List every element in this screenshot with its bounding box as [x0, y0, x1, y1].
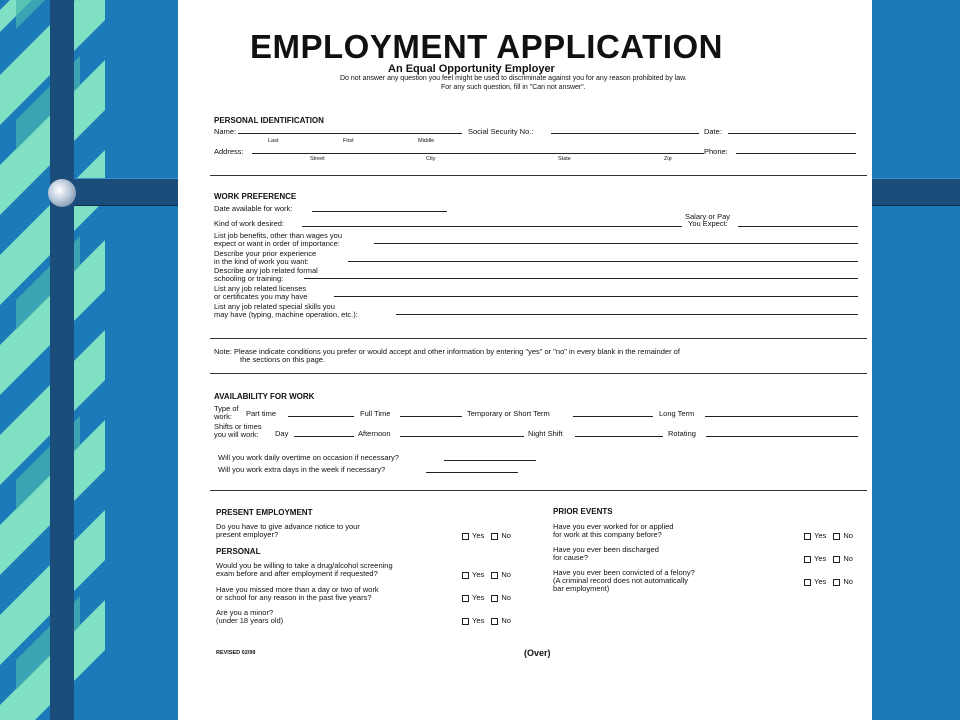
advance-notice-question: Do you have to give advance notice to your present employer? [216, 522, 360, 539]
name-sub-last: Last [268, 138, 279, 144]
licenses-label: List any job related licenses or certificates you may have [214, 284, 308, 301]
no-checkbox[interactable] [833, 579, 840, 586]
section-heading-present-employment: PRESENT EMPLOYMENT [216, 508, 313, 517]
address-sub-zip: Zip [664, 156, 672, 162]
section-heading-availability: AVAILABILITY FOR WORK [214, 392, 315, 401]
address-label: Address: [214, 147, 244, 156]
no-checkbox[interactable] [833, 556, 840, 563]
overtime-question: Will you work daily overtime on occasion if necessary? [218, 453, 399, 462]
vertical-bar [50, 0, 74, 720]
benefits-field[interactable] [374, 243, 858, 244]
ribbon-decoration-left [0, 0, 178, 720]
address-sub-street: Street [310, 156, 325, 162]
knob-ornament [48, 179, 76, 207]
education-field[interactable] [304, 278, 858, 279]
form-notice: Do not answer any question you feel might be used to discriminate against you for any reason prohibited by law. For any such question, fill in "Can not answer". [340, 75, 687, 91]
no-checkbox[interactable] [833, 533, 840, 540]
drug-screening-question: Would you be willing to take a drug/alcohol screening exam before and after employment if requested? [216, 561, 393, 578]
salary-field[interactable] [738, 226, 858, 227]
education-label: Describe any job related formal schooling or training: [214, 266, 318, 283]
type-part-time: Part time [246, 409, 277, 418]
shift-afternoon: Afternoon [358, 429, 391, 438]
right-background [872, 0, 960, 720]
yes-checkbox[interactable] [804, 556, 811, 563]
name-sub-middle: Middle [418, 138, 435, 144]
section-heading-personal: PERSONAL [216, 547, 261, 556]
missed-work-question: Have you missed more than a day or two of work or school for any reason in the past five years? [216, 585, 379, 602]
salary-label-1: Salary or Pay [685, 212, 731, 221]
prior-experience-field[interactable] [348, 261, 858, 262]
address-sub-city: City [426, 156, 436, 162]
type-of-work-label: Type of work: [214, 404, 239, 421]
yes-checkbox[interactable] [462, 595, 469, 602]
licenses-field[interactable] [334, 296, 858, 297]
application-form [178, 0, 872, 720]
worked-before-options: Yes No [804, 531, 853, 540]
shift-rotating: Rotating [668, 429, 696, 438]
address-sub-state: State [558, 156, 571, 162]
day-field[interactable] [294, 436, 354, 437]
missed-work-options: Yes No [462, 593, 511, 602]
name-sub-first: First [343, 138, 354, 144]
ssn-label: Social Security No.: [468, 127, 534, 136]
yes-checkbox[interactable] [462, 572, 469, 579]
note-line-1: Note: Please indicate conditions you prefer or would accept and other information by entering "yes" or "no" in every blank in the remainder of [214, 347, 680, 356]
over-label: (Over) [524, 648, 551, 658]
shifts-label: Shifts or times you will work: [214, 422, 262, 439]
revised-date: REVISED 02/99 [216, 650, 256, 656]
no-checkbox[interactable] [491, 533, 498, 540]
night-shift-field[interactable] [575, 436, 663, 437]
kind-of-work-label: Kind of work desired: [214, 219, 285, 228]
date-label: Date: [704, 127, 722, 136]
yes-checkbox[interactable] [804, 579, 811, 586]
kind-of-work-field[interactable] [302, 226, 682, 227]
skills-label: List any job related special skills you may have (typing, machine operation, etc.): [214, 302, 358, 319]
advance-notice-options: Yes No [462, 531, 511, 540]
shift-night: Night Shift [528, 429, 563, 438]
date-available-field[interactable] [312, 211, 447, 212]
yes-checkbox[interactable] [462, 533, 469, 540]
name-label: Name: [214, 127, 237, 136]
shift-day: Day [275, 429, 289, 438]
divider [210, 490, 867, 491]
discharged-options: Yes No [804, 554, 853, 563]
extra-days-field[interactable] [426, 472, 518, 473]
yes-checkbox[interactable] [462, 618, 469, 625]
type-temporary: Temporary or Short Term [467, 409, 550, 418]
form-subtitle: An Equal Opportunity Employer [388, 63, 555, 75]
benefits-label: List job benefits, other than wages you expect or want in order of importance: [214, 231, 342, 248]
afternoon-field[interactable] [400, 436, 524, 437]
part-time-field[interactable] [288, 416, 354, 417]
worked-before-question: Have you ever worked for or applied for work at this company before? [553, 522, 674, 539]
divider [210, 175, 867, 176]
prior-experience-label: Describe your prior experience in the kind of work you want: [214, 249, 317, 266]
overtime-field[interactable] [444, 460, 536, 461]
note-line-2: the sections on this page. [240, 355, 326, 364]
divider [210, 373, 867, 374]
temporary-field[interactable] [573, 416, 653, 417]
type-full-time: Full Time [360, 409, 391, 418]
address-field[interactable] [252, 153, 704, 154]
yes-checkbox[interactable] [804, 533, 811, 540]
felony-options: Yes No [804, 577, 853, 586]
date-field[interactable] [728, 133, 856, 134]
no-checkbox[interactable] [491, 572, 498, 579]
extra-days-question: Will you work extra days in the week if necessary? [218, 465, 386, 474]
no-checkbox[interactable] [491, 595, 498, 602]
section-heading-prior-events: PRIOR EVENTS [553, 507, 613, 516]
rotating-field[interactable] [706, 436, 858, 437]
horizontal-bar-left [60, 178, 178, 206]
ssn-field[interactable] [551, 133, 699, 134]
section-heading-work-preference: WORK PREFERENCE [214, 192, 297, 201]
long-term-field[interactable] [705, 416, 858, 417]
skills-field[interactable] [396, 314, 858, 315]
full-time-field[interactable] [400, 416, 462, 417]
name-field[interactable] [238, 133, 462, 134]
type-long-term: Long Term [659, 409, 695, 418]
minor-question: Are you a minor? (under 18 years old) [216, 608, 284, 625]
form-title: EMPLOYMENT APPLICATION [250, 28, 723, 65]
minor-options: Yes No [462, 616, 511, 625]
divider [210, 338, 867, 339]
phone-label: Phone: [704, 147, 728, 156]
date-available-label: Date available for work: [214, 204, 293, 213]
horizontal-bar-right [872, 178, 960, 206]
no-checkbox[interactable] [491, 618, 498, 625]
felony-question: Have you ever been convicted of a felony? (A criminal record does not automatically bar employment) [553, 568, 695, 593]
salary-label-2: You Expect: [688, 219, 728, 228]
discharged-question: Have you ever been discharged for cause? [553, 545, 659, 562]
drug-screening-options: Yes No [462, 570, 511, 579]
section-heading-personal-id: PERSONAL IDENTIFICATION [214, 116, 324, 125]
phone-field[interactable] [736, 153, 856, 154]
